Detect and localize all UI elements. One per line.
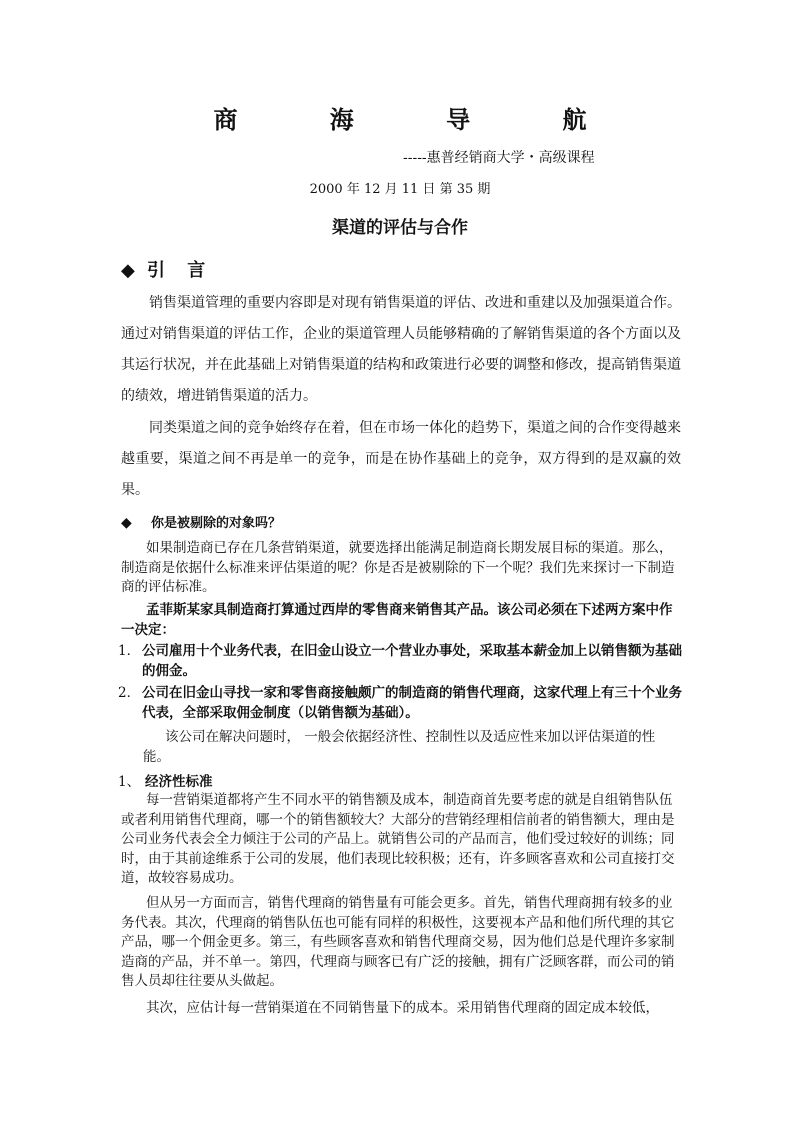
heading-text: 经济性标准 [145,774,213,790]
economic-paragraph-1: 每一营销渠道都将产生不同水平的销售额及成本，制造商首先要考虑的就是自组销售队伍或者利用销售代理商，哪一个的销售额较大？大部分的营销经理相信前者的销售额大，理由是公司业务代表会全力倾注于公司的产品上。就销售公司的产品而言，他们受过较好的训练；同时，由于其前途维系于公司的发展，他们表现比较积极；还有，许多顾客喜欢和公司直接打交道，故较容易成功。 [121,792,675,886]
article-title: 渠道的评估与合作 [332,218,468,238]
subtitle: -----惠普经销商大学・高级课程 [403,150,595,166]
economic-criteria-heading [118,770,213,790]
section-heading-intro [121,256,213,282]
section-heading-text: 引 言 [147,260,214,281]
intro-paragraph-2: 同类渠道之间的竞争始终存在着，但在市场一体化的趋势下，渠道之间的合作变得越来越重要，渠道之间不再是单一的竞争，而是在协作基础上的竞争，双方得到的是双赢的效果。 [121,420,681,498]
option-number: 1． [118,643,141,659]
criteria-intro-paragraph: 该公司在解决问题时， 一般会依据经济性、控制性以及适应性来加以评估渠道的性能。 [143,729,656,765]
case-paragraph: 孟菲斯某家具制造商打算通过西岸的零售商来销售其产品。该公司必须在下述两方案中作一决定： [121,602,673,638]
economic-paragraph-3: 其次，应估计每一营销渠道在不同销售量下的成本。采用销售代理商的固定成本较低， [146,1000,659,1016]
heading-number: 1、 [118,774,141,790]
intro-paragraph-1: 销售渠道管理的重要内容即是对现有销售渠道的评估、改进和重建以及加强渠道合作。通过对销售渠道的评估工作，企业的渠道管理人员能够精确的了解销售渠道的各个方面以及其运行状况，并在此基础上对销售渠道的结构和政策进行必要的调整和修改，提高销售渠道的绩效，增进销售渠道的活力。 [121,295,681,404]
option-item-2 [118,684,683,723]
section-heading-text: 你是被剔除的对象吗？ [151,516,282,531]
option-text: 公司雇用十个业务代表，在旧金山设立一个营业办事处，采取基本薪金加上以销售额为基础的佣金。 [142,643,682,679]
option-item-1 [118,642,683,681]
diamond-bullet-icon: ◆ [121,515,132,531]
option-number: 2． [118,685,141,701]
economic-paragraph-2: 但从另一方面而言，销售代理商的销售量有可能会更多。首先，销售代理商拥有较多的业务代表。其次，代理商的销售队伍也可能有同样的积极性，这要视本产品和他们所代理的其它产品，哪一个佣金更多。第三，有些顾客喜欢和销售代理商交易，因为他们总是代理许多家制造商的产品，并不单一。第四，代理商与顾客已有广泛的接触，拥有广泛顾客群，而公司的销售人员却往往要从头做起。 [121,895,675,989]
section-heading-eliminated [121,512,281,531]
eliminated-intro-paragraph: 如果制造商已存在几条营销渠道，就要选择出能满足制造商长期发展目标的渠道。那么，制造商是依据什么标准来评估渠道的呢？你是否是被剔除的下一个呢？我们先来探讨一下制造商的评估标准。 [121,540,675,595]
diamond-bullet-icon: ◆ [121,260,135,281]
page-title: 商 海 导 航 [213,105,629,134]
option-text: 公司在旧金山寻找一家和零售商接触颇广的制造商的销售代理商，这家代理上有三十个业务代表，全部采取佣金制度（以销售额为基础）。 [142,685,682,721]
dateline: 2000 年 12 月 11 日 第 35 期 [309,182,491,197]
